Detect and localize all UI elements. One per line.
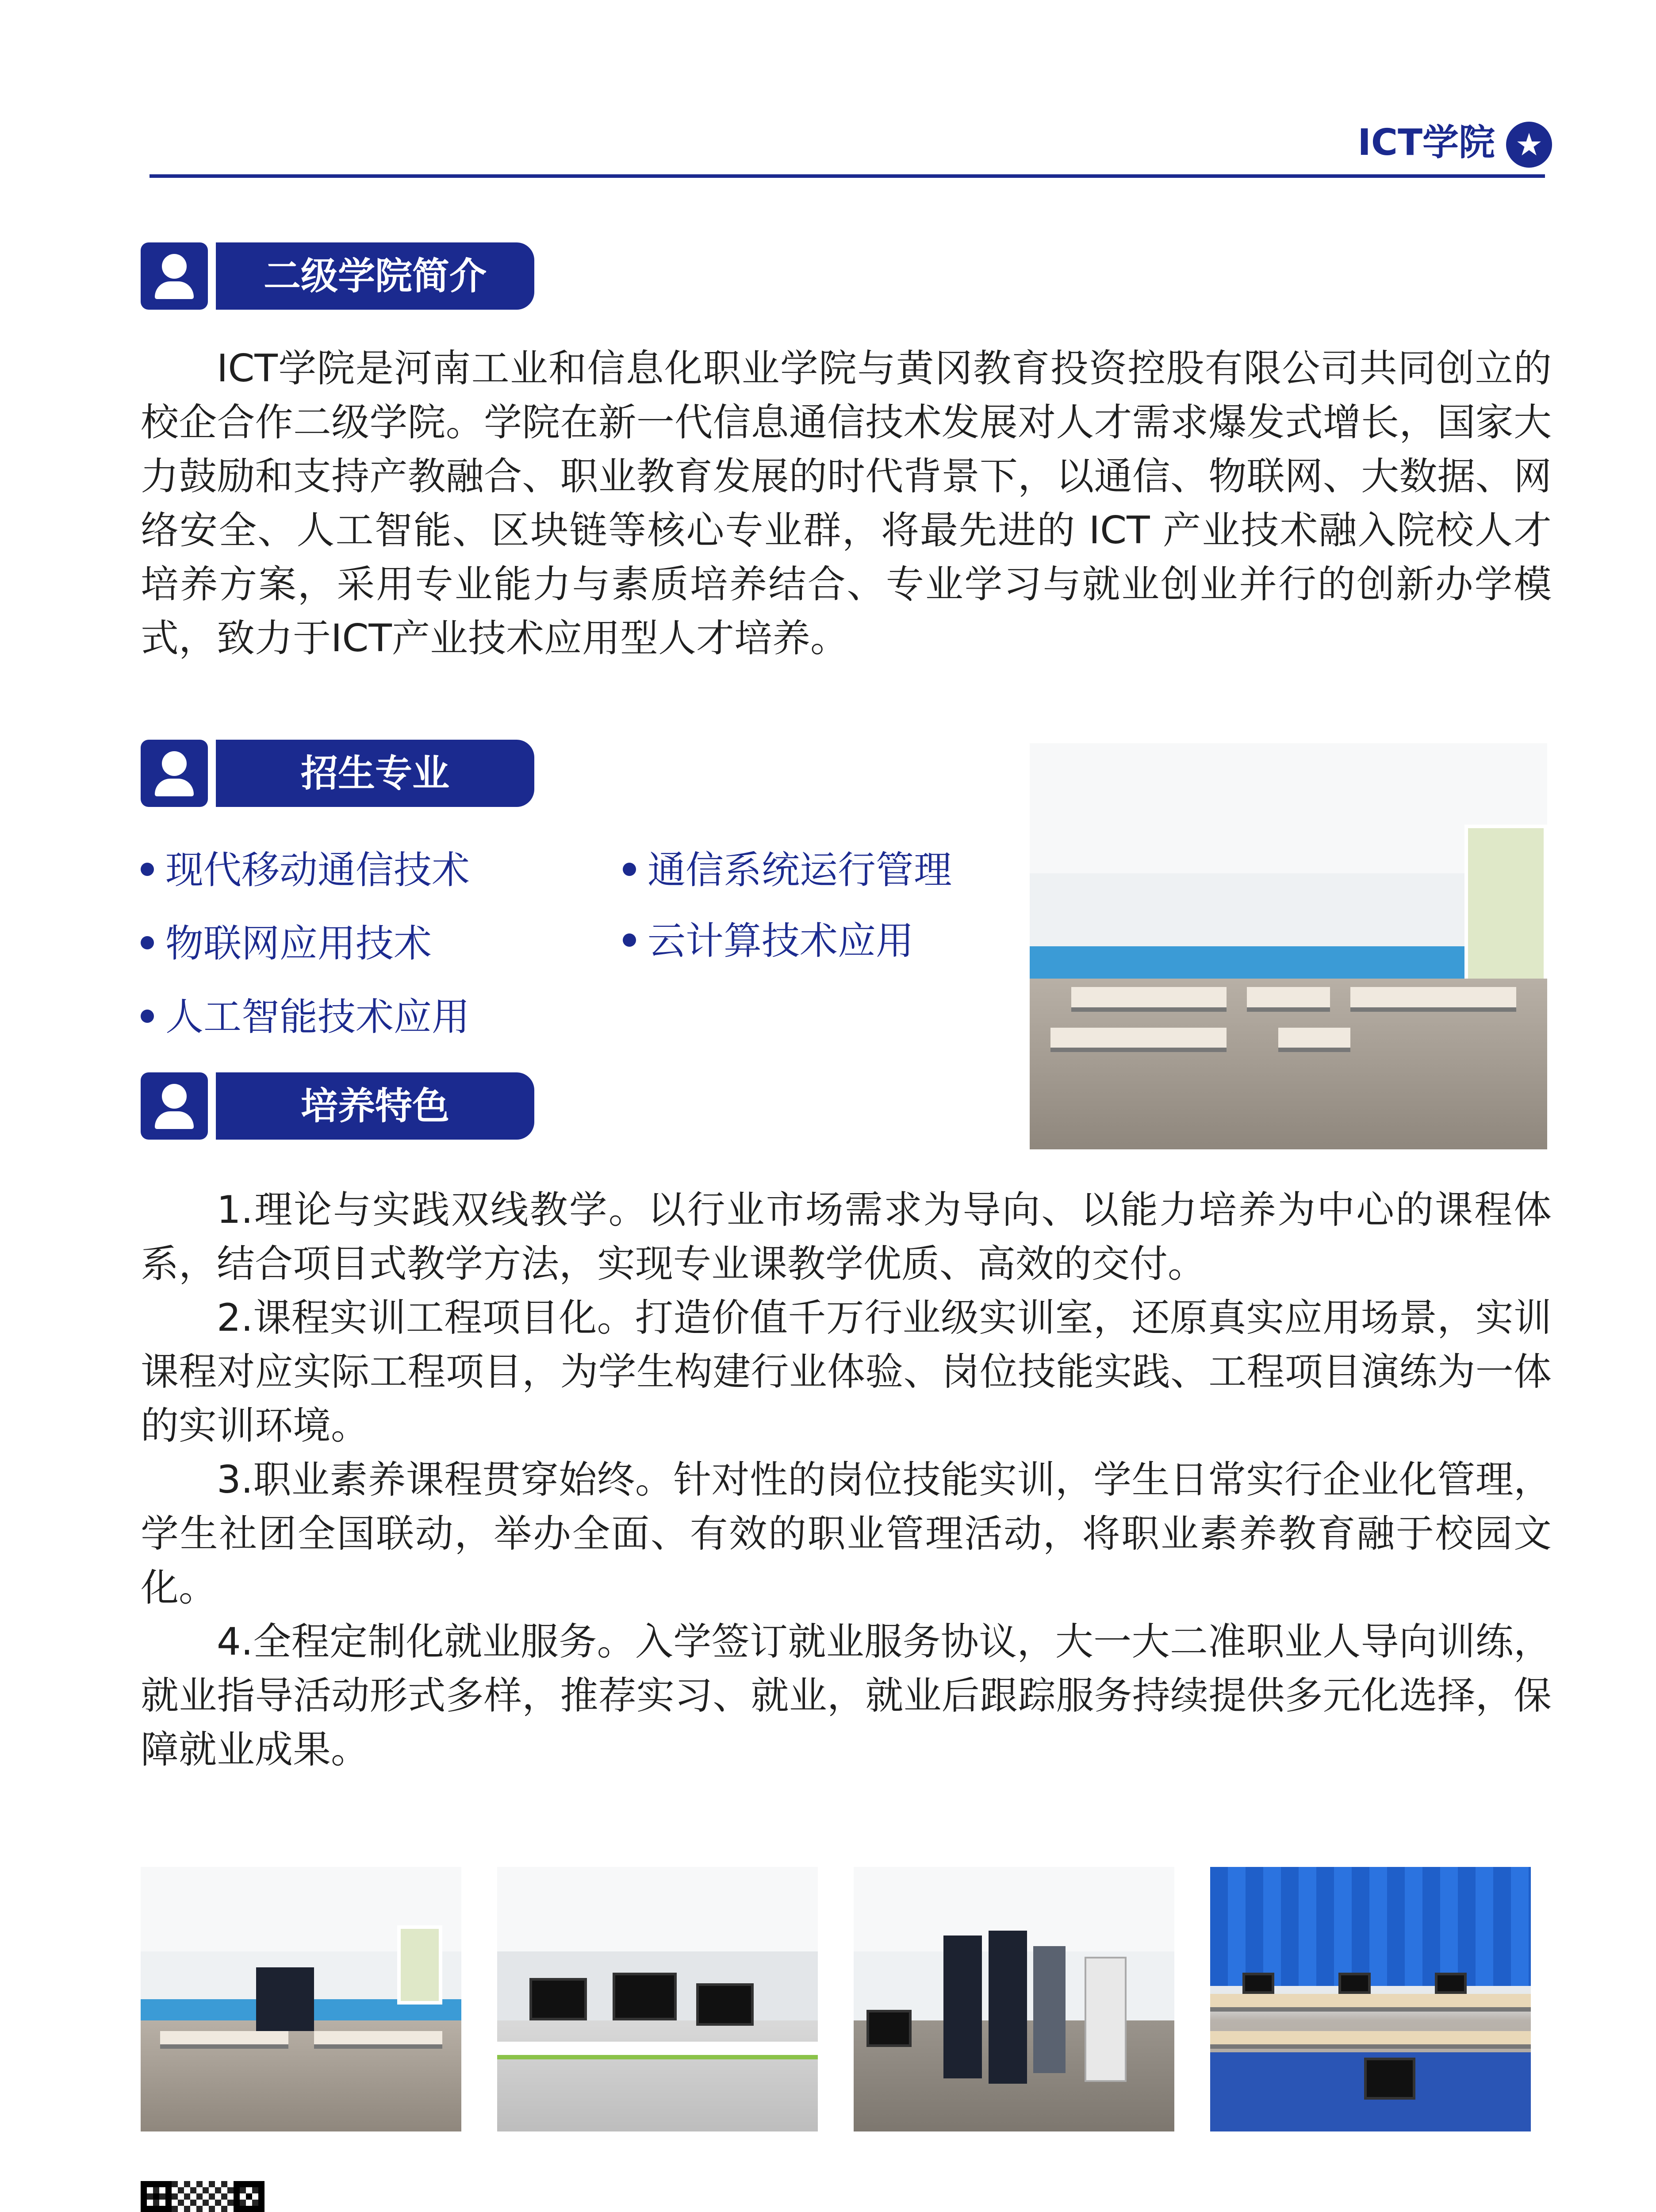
major-item: 云计算技术应用 xyxy=(623,917,914,965)
lab-photo-2 xyxy=(497,1867,818,2131)
computer-lab-photo xyxy=(1210,1867,1531,2131)
star-icon: ★ xyxy=(1506,122,1552,168)
major-item: 现代移动通信技术 xyxy=(141,846,470,895)
feature-paragraph-4: 4.全程定制化就业服务。入学签订就业服务协议，大一大二准职业人导向训练，就业指导活动形式多样，推荐实习、就业，就业后跟踪服务持续提供多元化选择，保障就业成果。 xyxy=(141,1620,1552,1772)
qr-code[interactable] xyxy=(141,2181,264,2212)
lab-photo-1 xyxy=(141,1867,461,2131)
major-item: 通信系统运行管理 xyxy=(623,846,952,895)
server-room-photo xyxy=(854,1867,1174,2131)
person-icon xyxy=(141,242,208,310)
classroom-photo xyxy=(1030,743,1547,1149)
section-title-intro: 二级学院简介 xyxy=(216,242,534,310)
feature-paragraph-2: 2.课程实训工程项目化。打造价值千万行业级实训室，还原真实应用场景，实训课程对应实际工程项目，为学生构建行业体验、岗位技能实践、工程项目演练为一体的实训环境。 xyxy=(141,1296,1552,1448)
person-icon xyxy=(141,740,208,807)
college-title: ICT学院 xyxy=(1357,122,1495,164)
person-icon xyxy=(141,1072,208,1140)
section-title-features: 培养特色 xyxy=(216,1072,534,1140)
intro-paragraph: ICT学院是河南工业和信息化职业学院与黄冈教育投资控股有限公司共同创立的校企合作二级学院。学院在新一代信息通信技术发展对人才需求爆发式增长，国家大力鼓励和支持产教融合、职业教育发展的时代背景下，以通信、物联网、大数据、网络安全、人工智能、区块链等核心专业群，将最先进的 ICT 产业技术融入院校人才培养方案，采用专业能力与素质培养结合、专业学习与就业创业并行的创新办学模式，致力于ICT产业技术应用型人才培养。 xyxy=(141,346,1552,661)
section-title-majors: 招生专业 xyxy=(216,740,534,807)
feature-paragraph-1: 1.理论与实践双线教学。以行业市场需求为导向、以能力培养为中心的课程体系，结合项目式教学方法，实现专业课教学优质、高效的交付。 xyxy=(141,1188,1552,1286)
header-divider xyxy=(150,174,1545,178)
feature-paragraph-3: 3.职业素养课程贯穿始终。针对性的岗位技能实训，学生日常实行企业化管理，学生社团全国联动，举办全面、有效的职业管理活动，将职业素养教育融于校园文化。 xyxy=(141,1458,1552,1610)
major-item: 物联网应用技术 xyxy=(141,919,432,968)
major-item: 人工智能技术应用 xyxy=(141,993,470,1041)
